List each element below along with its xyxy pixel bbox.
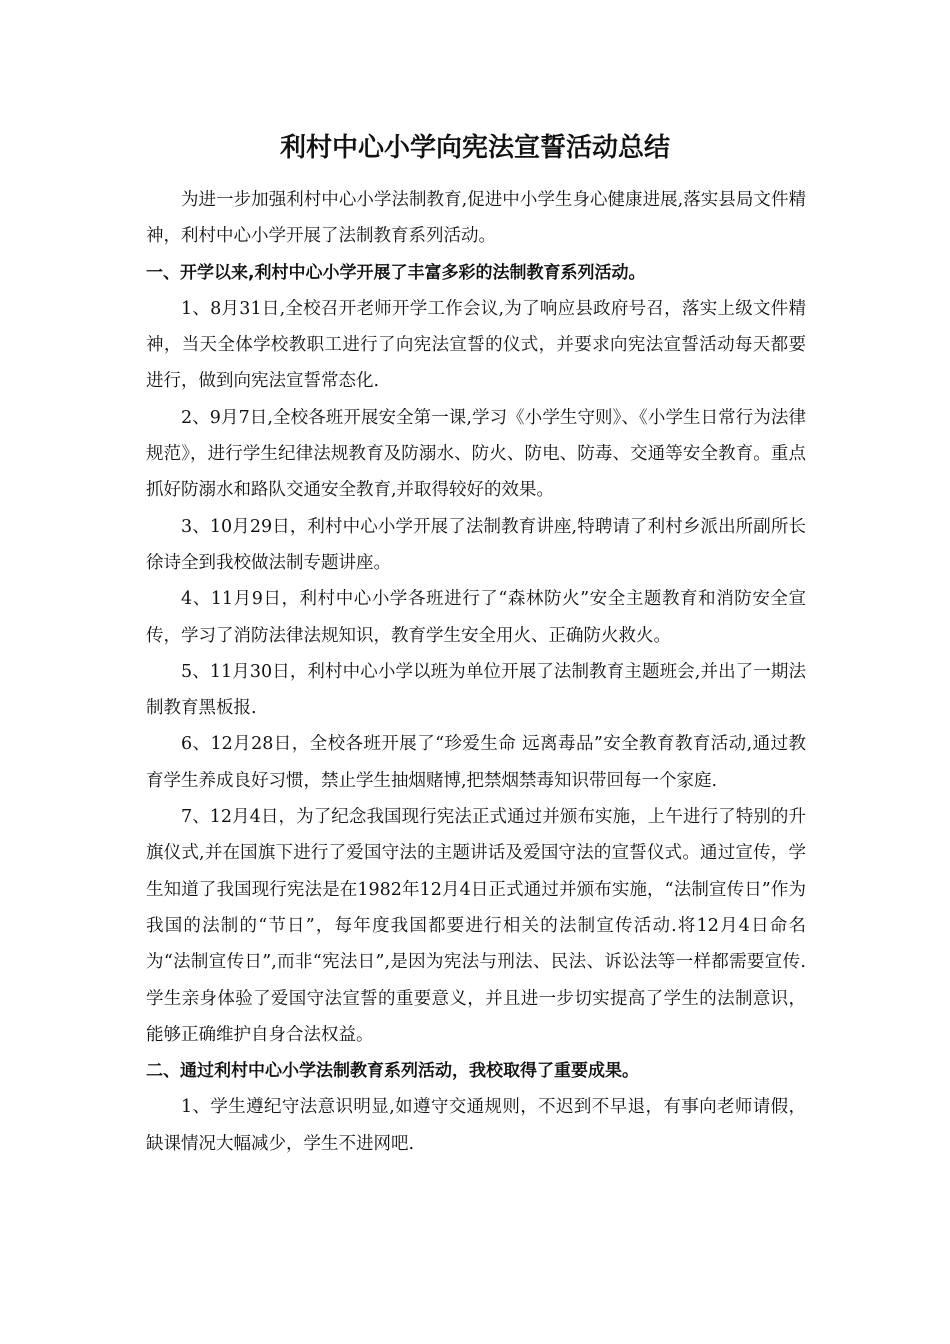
document-body: [146, 182, 806, 1162]
document-title: 利村中心小学向宪法宣誓活动总结: [279, 133, 670, 163]
section-heading-1: 一、开学以来,利村中心小学开展了丰富多彩的法制教育系列活动。: [146, 262, 646, 283]
section1-item-2: 2、9月7日,全校各班开展安全第一课,学习《小学生守则》、《小学生日常行为法律规范》，进行学生纪律法规教育及防溺水、防火、防电、防毒、交通等安全教育。重点抓好防溺水和路队交通安全教育,并取得较好的效果。: [146, 407, 806, 501]
section1-item-7: 7、12月4日，为了纪念我国现行宪法正式通过并颁布实施，上午进行了特别的升旗仪式,并在国旗下进行了爱国守法的主题讲话及爱国守法的宣誓仪式。通过宣传，学生知道了我国现行宪法是在1982年12月4日正式通过并颁布实施，“法制宣传日”作为我国的法制的“节日”，每年度我国都要进行相关的法制宣传活动.将12月4日命名为“法制宣传日”,而非“宪法日”,是因为宪法与刑法、民法、诉讼法等一样都需要宣传.学生亲身体验了爱国守法宣誓的重要意义，并且进一步切实提高了学生的法制意识，能够正确维护自身合法权益。: [146, 807, 806, 1045]
section1-item-4: 4、11月9日，利村中心小学各班进行了“森林防火”安全主题教育和消防安全宣传，学习了消防法律法规知识，教育学生安全用火、正确防火救火。: [146, 589, 806, 646]
section1-item-1: 1、8月31日,全校召开老师开学工作会议,为了响应县政府号召，落实上级文件精神，当天全体学校教职工进行了向宪法宣誓的仪式，并要求向宪法宣誓活动每天都要进行，做到向宪法宣誓常态化.: [146, 298, 806, 392]
intro-paragraph: 为进一步加强利村中心小学法制教育,促进中小学生身心健康进展,落实县局文件精神，利村中心小学开展了法制教育系列活动。: [146, 190, 806, 247]
section2-item-1: 1、学生遵纪守法意识明显,如遵守交通规则，不迟到不早退，有事向老师请假，缺课情况大幅减少，学生不进网吧.: [146, 1097, 806, 1154]
section1-item-3: 3、10月29日，利村中心小学开展了法制教育讲座,特聘请了利村乡派出所副所长徐诗全到我校做法制专题讲座。: [146, 516, 806, 573]
section-heading-2: 二、通过利村中心小学法制教育系列活动，我校取得了重要成果。: [146, 1061, 639, 1082]
section1-item-6: 6、12月28日，全校各班开展了“珍爱生命 远离毒品”安全教育教育活动,通过教育学生养成良好习惯，禁止学生抽烟赌博,把禁烟禁毒知识带回每一个家庭.: [146, 734, 806, 791]
section1-item-5: 5、11月30日，利村中心小学以班为单位开展了法制教育主题班会,并出了一期法制教育黑板报.: [146, 661, 806, 719]
